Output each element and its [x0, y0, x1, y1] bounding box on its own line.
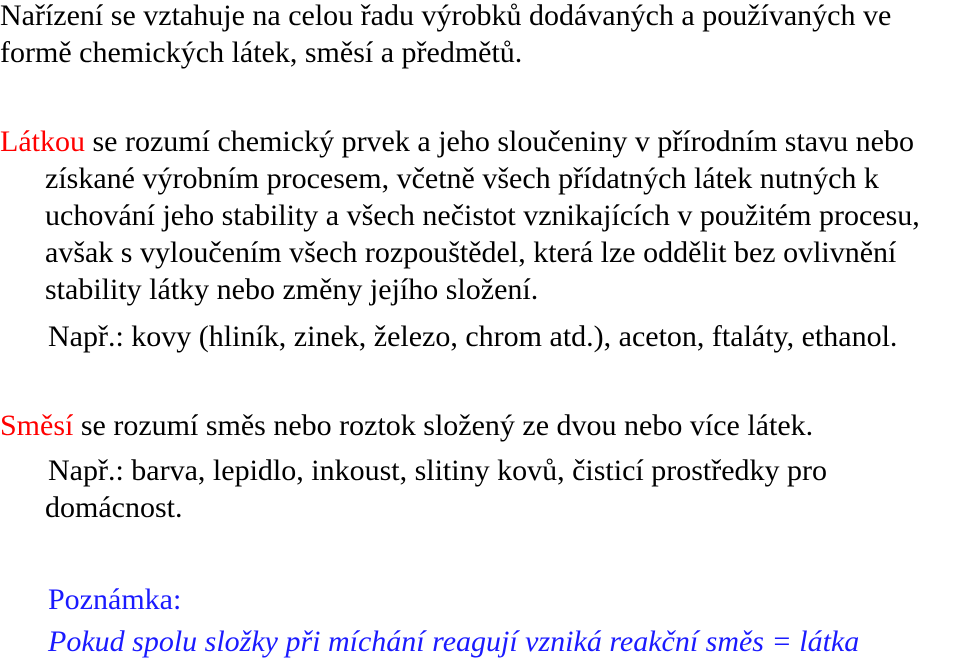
substance-term: Látkou: [0, 125, 85, 158]
mixture-example-line-2: domácnost.: [45, 491, 183, 524]
substance-line-2: získané výrobním procesem, včetně všech přídatných látek nutných k: [45, 162, 879, 195]
intro-line-1: Nařízení se vztahuje na celou řadu výrobků dodávaných a používaných ve: [0, 0, 892, 32]
intro-line-2: formě chemických látek, směsí a předmětů.: [0, 36, 523, 69]
note-label: Poznámka:: [48, 583, 182, 616]
mixture-first-line-rest: se rozumí směs nebo roztok složený ze dvou nebo více látek.: [73, 409, 814, 442]
substance-first-line: [0, 123, 920, 160]
mixture-example: [0, 452, 827, 526]
mixture-term: Směsí: [0, 409, 74, 442]
mixture-example-line-1: Např.: barva, lepidlo, inkoust, slitiny kovů, čisticí prostředky pro: [48, 454, 828, 487]
mixture-definition: [0, 407, 813, 444]
note-text: Pokud spolu složky při míchání reagují vzniká reakční směs = látka: [48, 625, 860, 658]
substance-line-3: uchování jeho stability a všech nečistot vznikajících v použitém procesu,: [45, 199, 920, 232]
substance-first-line-rest: se rozumí chemický prvek a jeho sloučeniny v přírodním stavu nebo: [84, 125, 914, 158]
substance-line-4: avšak s vyloučením všech rozpouštědel, která lze oddělit bez ovlivnění: [45, 236, 897, 269]
intro-paragraph: [0, 0, 891, 71]
substance-definition: [0, 123, 920, 308]
substance-example: Např.: kovy (hliník, zinek, železo, chrom atd.), aceton, ftaláty, ethanol.: [48, 320, 898, 353]
mixture-first-line: [0, 407, 813, 444]
substance-line-5: stability látky nebo změny jejího složení.: [45, 273, 539, 306]
